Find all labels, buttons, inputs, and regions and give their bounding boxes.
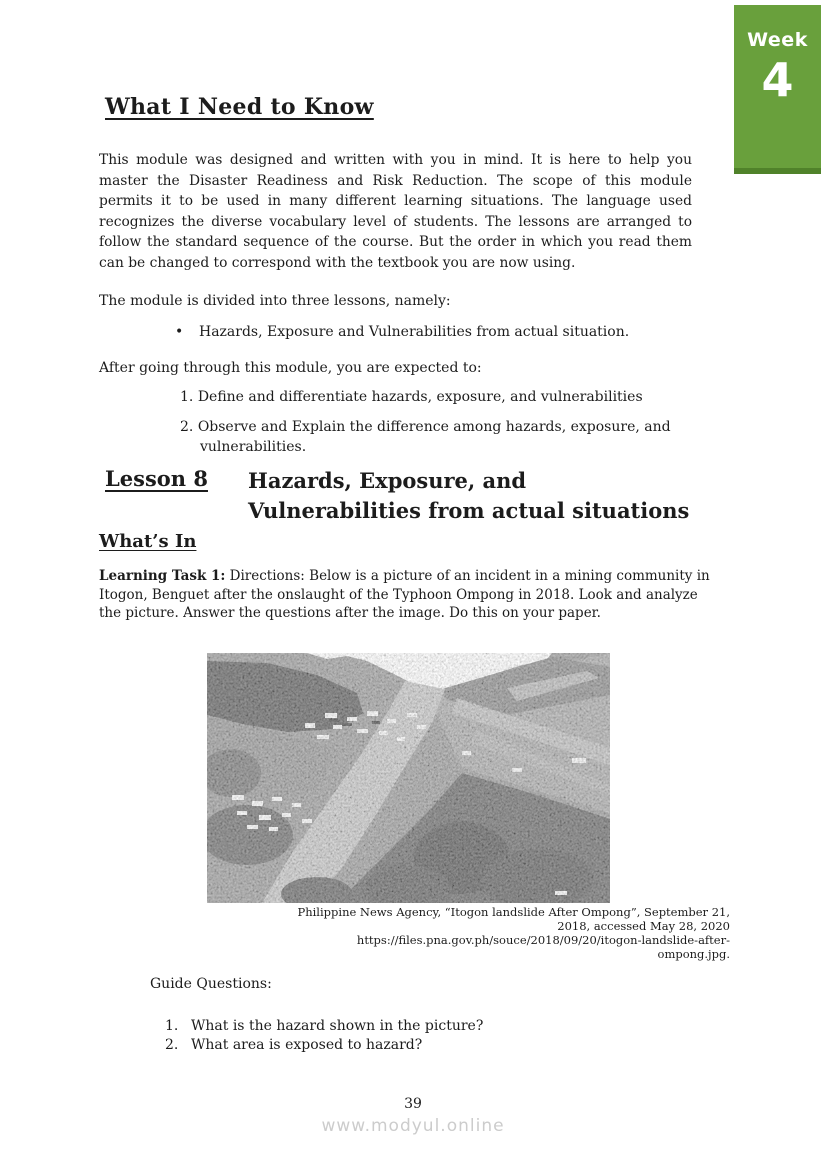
guide-questions-label: Guide Questions: [150, 976, 272, 992]
question-1-number: 1. [165, 1018, 179, 1034]
heading-whats-in: What’s In [99, 531, 197, 552]
learning-task-label: Learning Task 1: [99, 568, 226, 584]
lesson-bullet-text: Hazards, Exposure and Vulnerabilities from actual situation. [199, 324, 630, 340]
heading-what-i-need-to-know: What I Need to Know [105, 94, 374, 120]
photo-citation [99, 905, 730, 961]
lesson-8-title [248, 466, 748, 526]
photo-citation-line-4: ompong.jpg. [657, 947, 730, 961]
lesson-8-label: Lesson 8 [105, 466, 208, 491]
watermark-url: www.modyul.online [321, 1116, 505, 1136]
itogon-landslide-photo [207, 653, 610, 903]
objective-2-text: Observe and Explain the difference among hazards, exposure, and vulnerabilities. [197, 419, 671, 455]
bullet-icon: • [175, 324, 184, 340]
photo-citation-line-1: Philippine News Agency, “Itogon landslide After Ompong”, September 21, [297, 905, 730, 919]
learning-task-paragraph [99, 567, 711, 623]
objective-item-1 [180, 389, 740, 405]
lesson-8-title-line-2: Vulnerabilities from actual situations [248, 498, 690, 523]
learning-task-text: Directions: Below is a picture of an incident in a mining community in Itogon, Benguet after the onslaught of the Typhoon Ompong in 2018. Look and analyze the picture. Answer the questions after the image. Do this on your paper. [99, 568, 710, 621]
intro-paragraph: This module was designed and written with you in mind. It is here to help you master the Disaster Readiness and Risk Reduction. The scope of this module permits it to be used in many different learning situations. The language used recognizes the diverse vocabulary level of students. The lessons are arranged to follow the standard sequence of the course. But the order in which you read them can be changed to correspond with the textbook you are now using. [99, 152, 692, 271]
lesson-8-title-line-1: Hazards, Exposure, and [248, 468, 527, 493]
question-2-number: 2. [165, 1037, 179, 1053]
objective-1-text: Define and differentiate hazards, exposure, and vulnerabilities [197, 389, 643, 405]
objectives-intro-text: After going through this module, you are expected to: [99, 360, 482, 376]
objective-2-number: 2. [180, 419, 194, 435]
objective-1-number: 1. [180, 389, 194, 405]
guide-questions-list [165, 1017, 483, 1055]
photo-citation-line-3: https://files.pna.gov.ph/souce/2018/09/20/itogon-landslide-after- [356, 933, 730, 947]
photo-citation-line-2: 2018, accessed May 28, 2020 [557, 919, 730, 933]
page-number: 39 [404, 1096, 422, 1112]
week-tab [734, 5, 821, 174]
question-item-2 [165, 1036, 483, 1055]
lessons-intro-text: The module is divided into three lessons, namely: [99, 293, 451, 309]
objective-item-2 [180, 417, 740, 457]
question-item-1 [165, 1017, 483, 1036]
question-1-text: What is the hazard shown in the picture? [191, 1018, 484, 1034]
week-tab-number: 4 [761, 53, 794, 107]
lesson-bullet-item [175, 324, 629, 340]
question-2-text: What area is exposed to hazard? [191, 1037, 423, 1053]
week-tab-label: Week [747, 29, 808, 51]
